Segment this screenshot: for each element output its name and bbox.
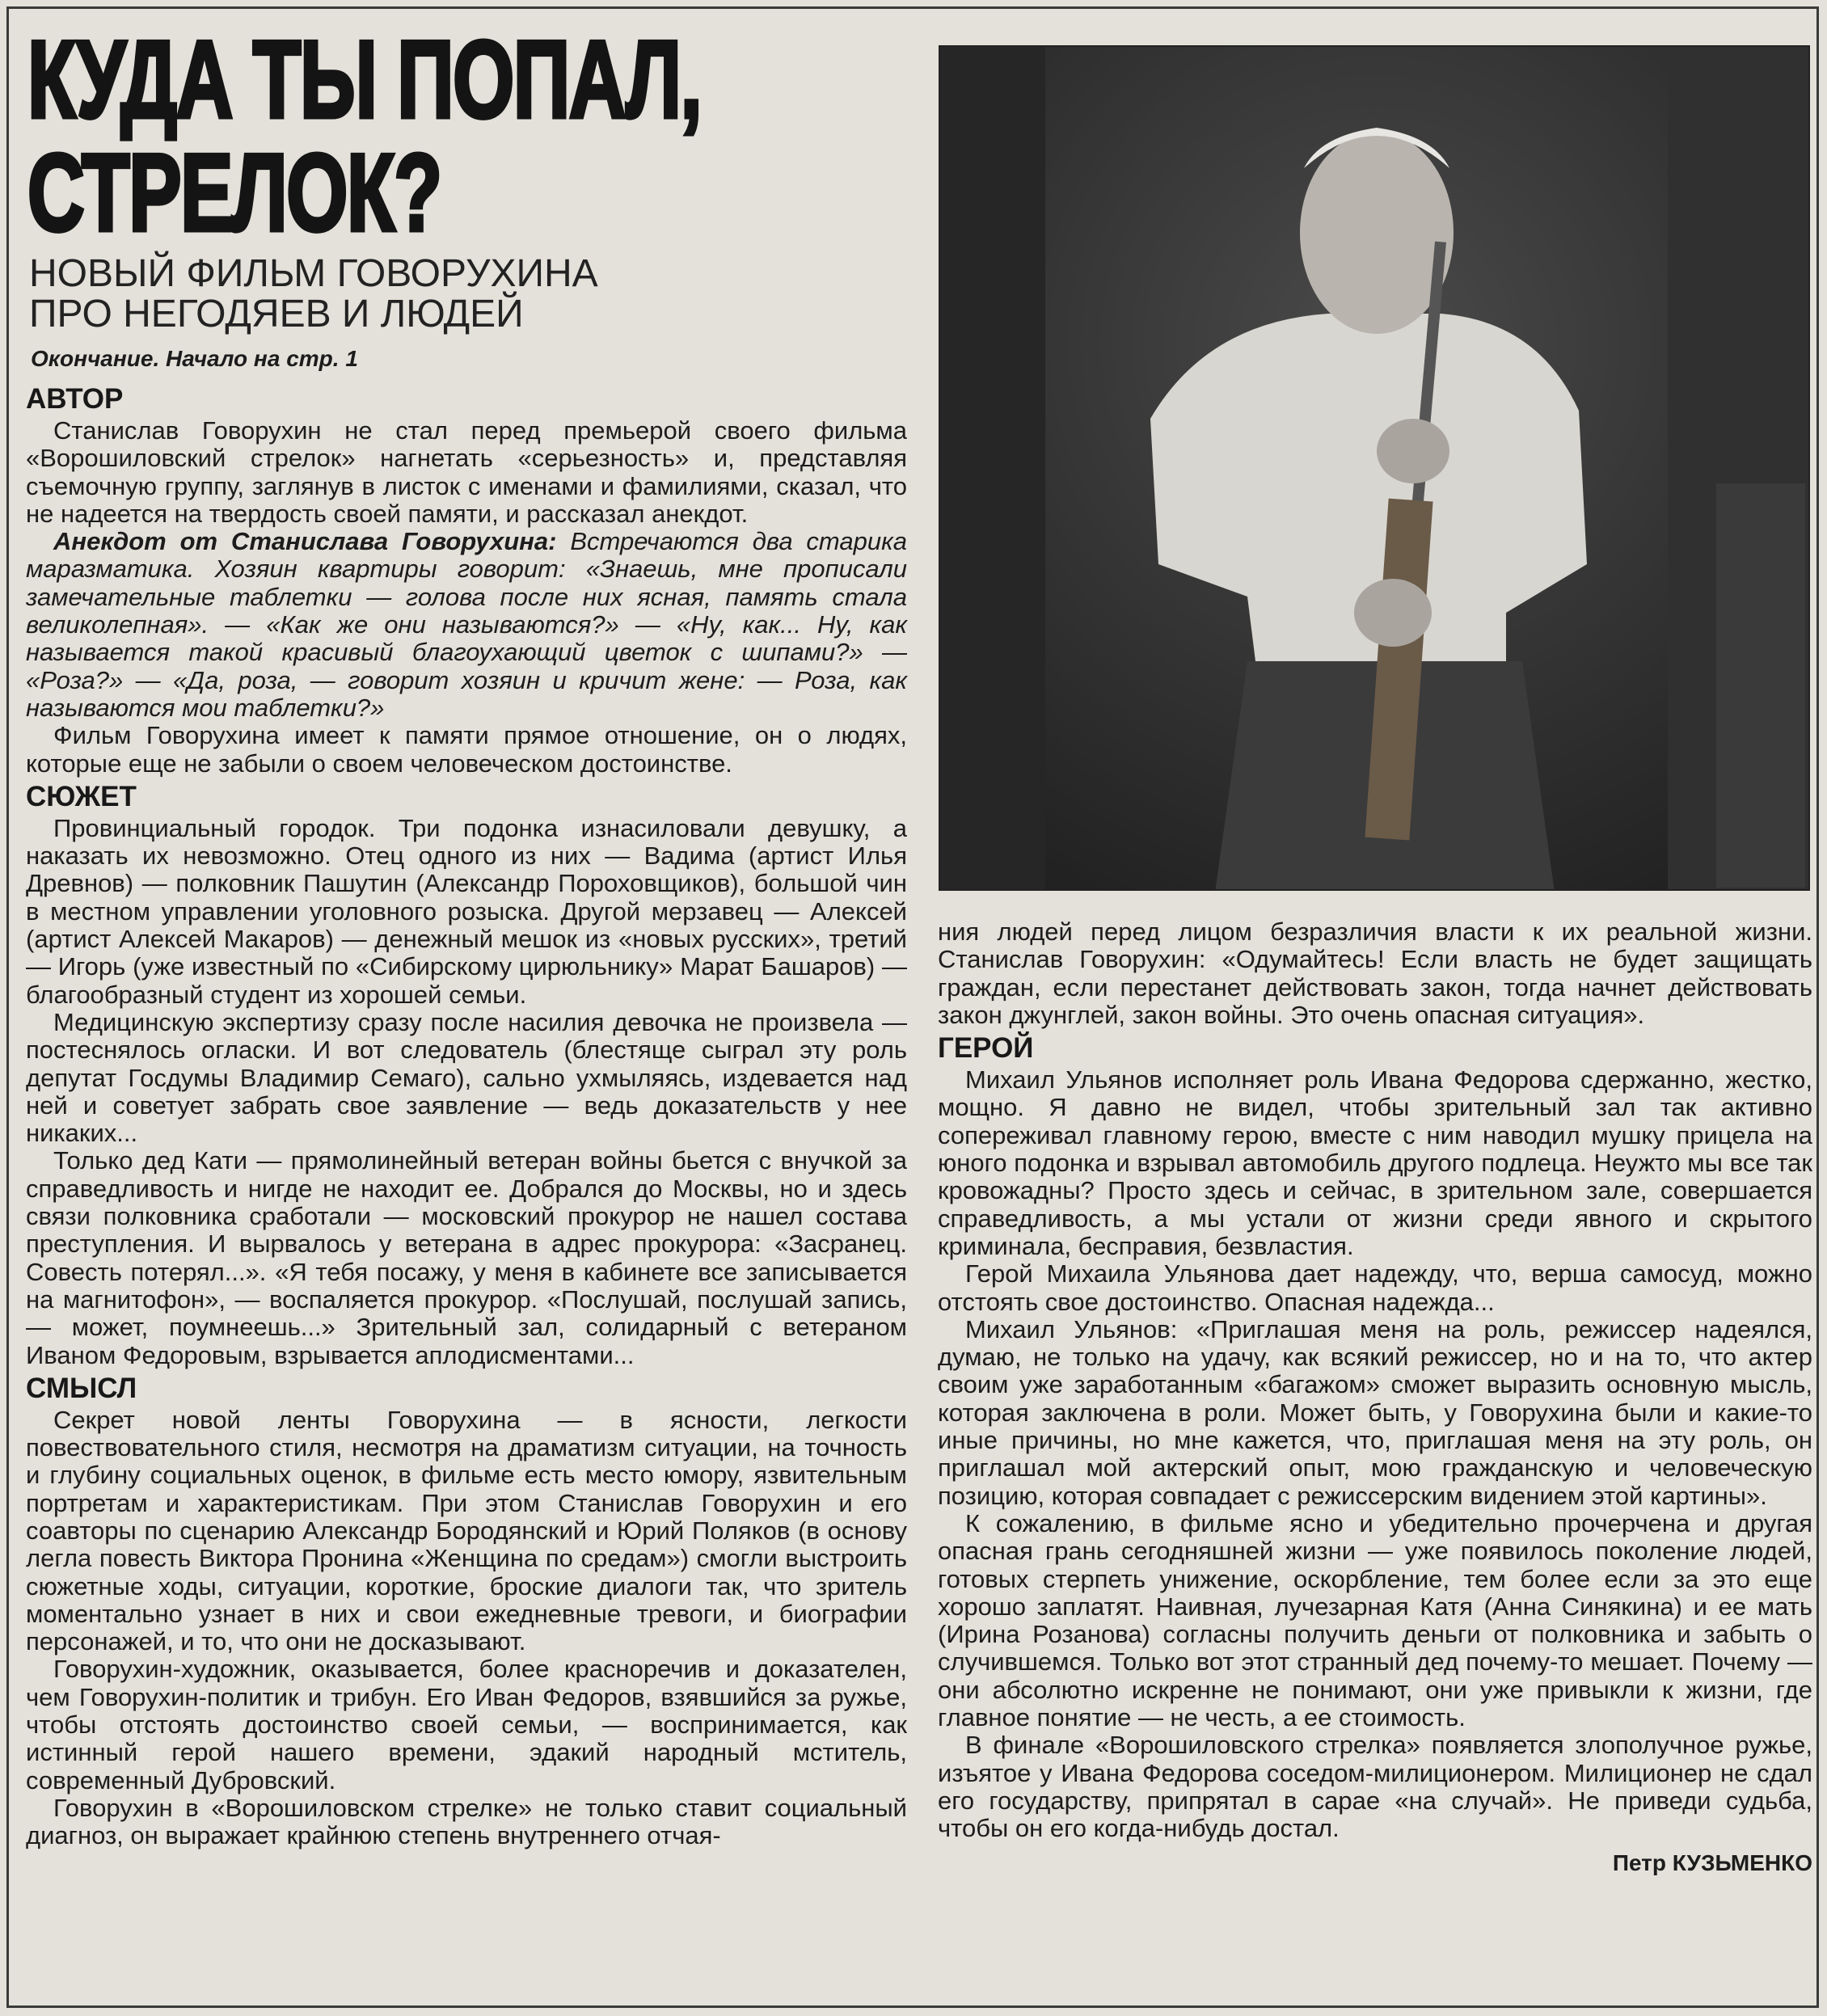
anecdote-text: Встречаются два старика маразматика. Хозяин квартиры говорит: «Знаешь, мне прописали замечательные таблетки — голова после них ясная, память стала великолепная». — «Как же они называются?» — «Ну, как... Ну, как называется такой красивый благоухающий цветок с шипами?» — «Роза?» — «Да, роза, — говорит хозяин и кричит жене: — Роза, как называются мои таблетки?» [26,527,908,722]
paragraph: Говорухин-художник, оказывается, более красноречив и доказателен, чем Говорухин-политик и трибун. Его Иван Федоров, взявшийся за ружье, чтобы отстоять достоинство своей семьи, — воспринимается, как истинный герой нашего времени, эдакий народный мститель, современный Дубровский. [26,1655,907,1795]
paragraph: Герой Михаила Ульянова дает надежду, что, верша самосуд, можно отстоять свое достоинство. Опасная надежда... [938,1259,1812,1316]
paragraph: Михаил Ульянов исполняет роль Ивана Федорова сдержанно, жестко, мощно. Я давно не видел, чтобы зрительный зал так активно сопереживал главному герою, вместе с ним наводил мушку прицела на юного подонка и взрывал автомобиль другого подлеца. Неужто мы все так кровожадны? Просто здесь и сейчас, в зрительном зале, совершается справедливость, а мы устали от жизни среди явного и скрытого криминала, бесправия, безвластия. [938,1065,1812,1260]
section-heading-meaning: СМЫСЛ [26,1372,137,1404]
subheadline-line-1: НОВЫЙ ФИЛЬМ ГОВОРУХИНА [29,252,598,295]
paragraph: Михаил Ульянов: «Приглашая меня на роль, режиссер надеялся, думаю, не только на удачу, как всякий режиссер, но и на то, что актер своим уже заработанным «багажом» сможет выразить основную мысль, которая заключена в роли. Может быть, у Говорухина были и какие-то иные причины, но мне кажется, что, приглашая меня на эту роль, он приглашал мой актерский опыт, мою гражданскую и человеческую позицию, которая совпадает с режиссерским видением этой картины». [938,1314,1812,1510]
paragraph: Медицинскую экспертизу сразу после насилия девочка не произвела — постеснялось огласки. И вот следователь (блестяще сыграл эту роль депутат Госдумы Владимир Семаго), сально ухмыляясь, издевается над ней и советует забрать свое заявление — ведь доказательств у нее никаких... [26,1007,907,1148]
article-photo [939,45,1810,891]
author-signature: Петр КУЗЬМЕНКО [1612,1849,1812,1875]
paragraph: Станислав Говорухин не стал перед премьерой своего фильма «Ворошиловский стрелок» нагнетать «серьезность» и, представляя съемочную группу, заглянув в листок с именами и фамилиями, сказал, что не надеется на твердость своей памяти, и рассказал анекдот. [26,416,907,528]
paragraph: Секрет новой ленты Говорухина — в ясности, легкости повествовательного стиля, несмотря на драматизм ситуации, на точность и глубину социальных оценок, в фильме есть место юмору, язвительным портретам и характеристикам. При этом Станислав Говорухин и его соавторы по сценарию Александр Бородянский и Юрий Поляков (в основу легла повесть Виктора Пронина «Женщина по средам») смогли выстроить сюжетные ходы, ситуации, короткие, броские диалоги так, что зритель моментально узнает в них и свои ежедневные тревоги, и биографии персонажей, и то, что они не досказывают. [26,1405,907,1656]
section-heading-author: АВТОР [26,383,124,415]
headline-line-2: СТРЕЛОК? [27,131,441,254]
paragraph: В финале «Ворошиловского стрелка» появляется злополучное ружье, изъятое у Ивана Федорова соседом-милиционером. Милиционер не сдал его государству, припрятал в сарае «на случай». Не приведи судьба, чтобы он его когда-нибудь достал. [938,1731,1812,1843]
section-heading-hero: ГЕРОЙ [938,1032,1034,1065]
continuation-note: Окончание. Начало на стр. 1 [31,346,358,371]
headline [27,18,901,254]
left-column [26,380,907,1850]
photo-man-with-rifle [940,47,1810,891]
anecdote-paragraph [26,528,907,722]
section-heading-plot: СЮЖЕТ [26,780,137,812]
headline-line-1: КУДА ТЫ ПОПАЛ, [27,18,702,141]
paragraph: Только дед Кати — прямолинейный ветеран войны бьется с внучкой за справедливость и нигде не находит ее. Добрался до Москвы, но и здесь связи полковника сработали — московский прокурор не нашел состава преступления. И вырвалось у ветерана в адрес прокурора: «Засранец. Совесть потерял...». «Я тебя посажу, у меня в кабинете все записывается на магнитофон», — воспаляется прокурор. «Послушай, послушай запись, — может, поумнеешь...» Зрительный зал, солидарный с ветераном Иваном Федоровым, взрывается аплодисментами... [26,1146,907,1369]
right-column [938,918,1812,1877]
paragraph: Говорухин в «Ворошиловском стрелке» не только ставит социальный диагноз, он выражает крайнюю степень внутреннего отчая- [26,1793,907,1850]
paragraph: Фильм Говорухина имеет к памяти прямое отношение, он о людях, которые еще не забыли о своем человеческом достоинстве. [26,721,907,778]
subheadline-line-2: ПРО НЕГОДЯЕВ И ЛЮДЕЙ [29,293,524,335]
paragraph-continued: ния людей перед лицом безразличия власти к их реальной жизни. Станислав Говорухин: «Одумайтесь! Если власть не будет защищать граждан, если перестанет действовать закон, тогда начнет действовать закон джунглей, закон войны. Это очень опасная ситуация». [938,917,1812,1029]
paragraph: Провинциальный городок. Три подонка изнасиловали девушку, а наказать их невозможно. Отец одного из них — Вадима (артист Илья Древнов) — полковник Пашутин (Александр Пороховщиков), большой чин в местном управлении уголовного розыска. Другой мерзавец — Алексей (артист Алексей Макаров) — денежный мешок из «новых русских», третий — Игорь (уже известный по «Сибирскому цирюльнику» Марат Башаров) — благообразный студент из хорошей семьи. [26,813,907,1009]
anecdote-lead: Анекдот от Станислава Говорухина: [53,527,557,556]
paragraph: К сожалению, в фильме ясно и убедительно прочерчена и другая опасная грань сегодняшней жизни — уже появилось поколение людей, готовых стерпеть унижение, оскорбление, тем более если за это еще хорошо заплатят. Наивная, лучезарная Катя (Анна Синякина) и ее мать (Ирина Розанова) согласны получить деньги от полковника и забыть о случившемся. Только вот этот странный дед почему-то мешает. Почему — они абсолютно искренне не понимают, они уже привыкли к жизни, где главное понятие — не честь, а ее стоимость. [938,1508,1812,1732]
subheadline [29,254,598,335]
